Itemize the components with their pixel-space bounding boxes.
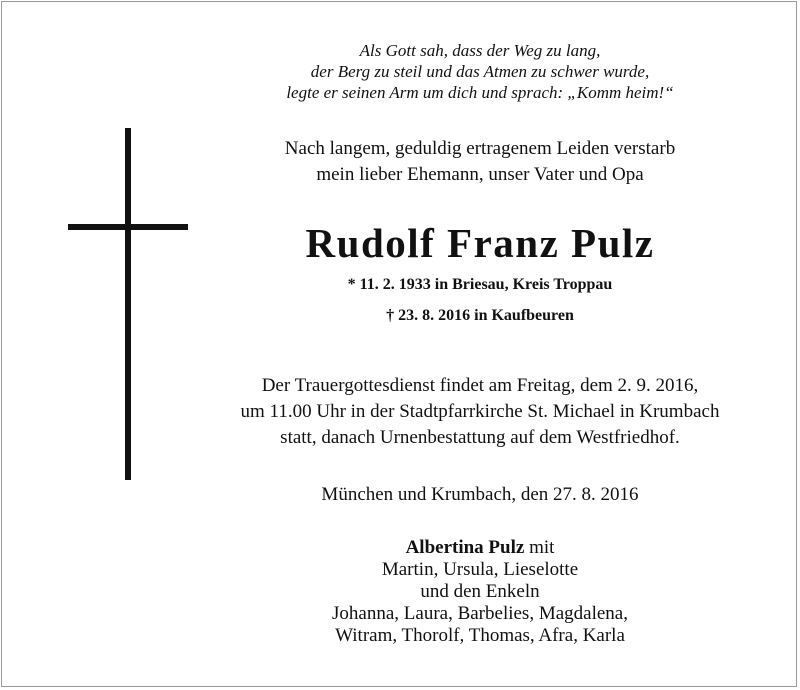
widow-name: Albertina Pulz (405, 537, 525, 558)
mourners-block (180, 537, 780, 647)
mourner-line: Martin, Ursula, Lieselotte (381, 559, 579, 580)
mourner-line: Witram, Thorolf, Thomas, Afra, Karla (335, 625, 625, 646)
widow-line (180, 537, 780, 559)
deceased-name: Rudolf Franz Pulz (305, 220, 655, 266)
quote-line: legte er seinen Arm um dich und sprach: „Komm heim!“ (286, 83, 674, 102)
service-line: um 11.00 Uhr in der Stadtpfarrkirche St. Michael in Krumbach (240, 401, 720, 422)
quote-block (180, 40, 780, 103)
service-info (180, 373, 780, 451)
quote-line: Als Gott sah, dass der Weg zu lang, (359, 41, 601, 60)
intro-line: mein lieber Ehemann, unser Vater und Opa (316, 164, 644, 185)
quote-line: der Berg zu steil und das Atmen zu schwer wurde, (310, 62, 650, 81)
place-and-date: München und Krumbach, den 27. 8. 2016 (321, 484, 639, 505)
intro-text (180, 136, 780, 188)
cross-icon (125, 128, 131, 480)
intro-line: Nach langem, geduldig ertragenem Leiden verstarb (284, 138, 676, 159)
death-date: † 23. 8. 2016 in Kaufbeuren (386, 307, 574, 324)
mourner-line: und den Enkeln (420, 581, 540, 602)
cross-icon-bar (68, 224, 188, 230)
birth-date: * 11. 2. 1933 in Briesau, Kreis Troppau (347, 276, 613, 293)
mourner-line: Johanna, Laura, Barbelies, Magdalena, (332, 603, 628, 624)
service-line: Der Trauergottesdienst findet am Freitag, dem 2. 9. 2016, (261, 375, 699, 396)
widow-suffix: mit (524, 537, 555, 558)
service-line: statt, danach Urnenbestattung auf dem Westfriedhof. (280, 427, 680, 448)
